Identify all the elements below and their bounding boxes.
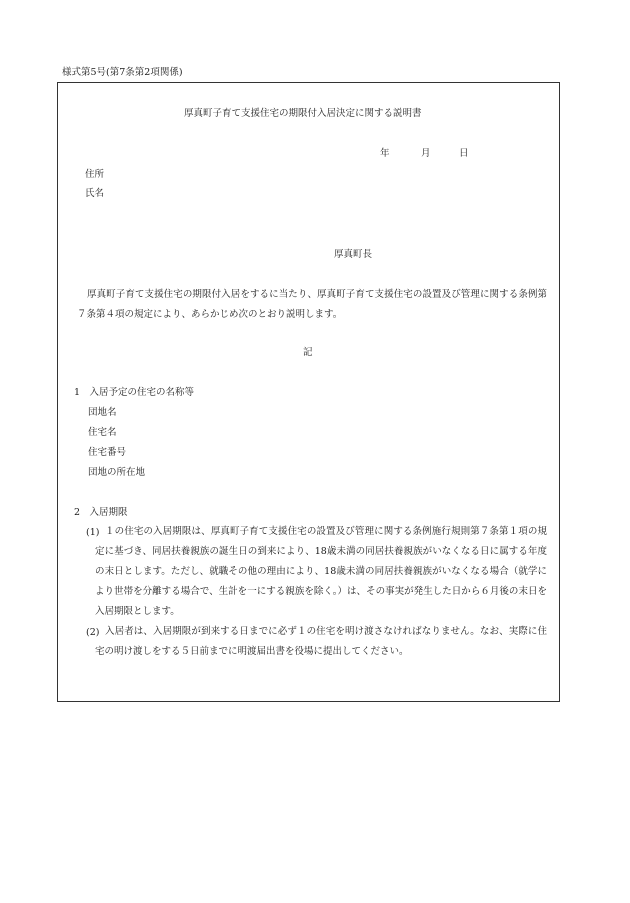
form-number: 様式第5号(第7条第2項関係) xyxy=(62,67,183,78)
address-label: 住所 xyxy=(85,169,105,180)
issuer: 厚真町長 xyxy=(334,249,373,260)
section2-item-text: １の住宅の入居期限は、厚真町子育て支援住宅の設置及び管理に関する条例施行規則第７条第１項の規定に基づき、同居扶養親族の誕生日の到来により、18歳未満の同居扶養親族がいなくなる日に属する年度の末日とします。ただし、就職その他の理由により、18歳未満の同居扶養親族がいなくなる場合（就学により世帯を分離する場合で、生計を一にする親族を除く。）は、その事実が発生した日から６月後の末日を入居期限とします。 xyxy=(95,526,547,617)
section2-item-number: (1) xyxy=(86,527,100,538)
intro-paragraph: 厚真町子育て支援住宅の期限付入居をするに当たり、厚真町子育て支援住宅の設置及び管理に関する条例第７条第４項の規定により、あらかじめ次のとおり説明します。 xyxy=(77,289,547,320)
name-label: 氏名 xyxy=(85,188,105,199)
section2-item-number: (2) xyxy=(86,627,100,638)
section2-item-text: 入居者は、入居期限が到来する日までに必ず１の住宅を明け渡さなければなりません。なお、実際に住宅の明け渡しをする５日前までに明渡届出書を役場に提出してください。 xyxy=(95,626,547,657)
ki-heading: 記 xyxy=(303,347,313,358)
section1-heading: 1 入居予定の住宅の名称等 xyxy=(74,387,195,398)
date-month: 月 xyxy=(421,148,431,159)
section1-item: 団地の所在地 xyxy=(88,467,146,478)
section1-item: 住宅名 xyxy=(88,427,117,438)
date-year: 年 xyxy=(380,148,390,159)
section1-item: 住宅番号 xyxy=(88,447,127,458)
document-title: 厚真町子育て支援住宅の期限付入居決定に関する説明書 xyxy=(184,108,422,119)
section2-heading: 2 入居期限 xyxy=(74,507,128,518)
date-day: 日 xyxy=(459,148,469,159)
section1-item: 団地名 xyxy=(88,407,117,418)
